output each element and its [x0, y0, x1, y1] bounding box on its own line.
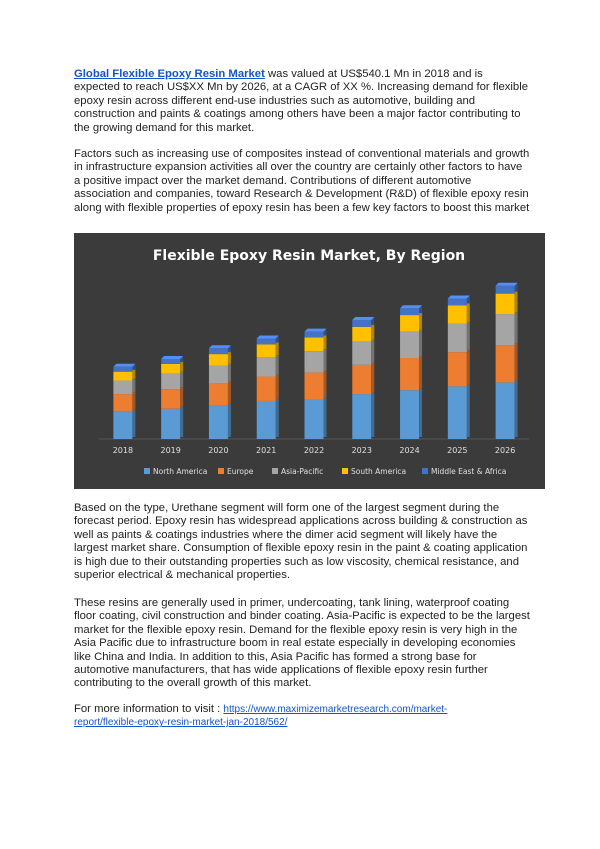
bar-2022-middle-east-africa	[305, 332, 324, 338]
bar-2021-middle-east-africa	[257, 338, 276, 344]
bar-side-2019-2	[180, 372, 183, 388]
bar-side-2025-0	[467, 384, 470, 437]
bar-2024-north-america	[400, 390, 419, 439]
bar-2025-north-america	[448, 386, 467, 439]
x-tick-label: 2026	[494, 446, 516, 455]
legend-swatch	[144, 468, 150, 474]
bar-cap-2022	[305, 329, 327, 332]
intro-text: was valued at US$540.1 Mn in 2018 and is expected to reach US$XX Mn by 2026, at a CAGR of XX %. Increasing demand for flexible epoxy resin across different end-use industries such as automotive, building and construction and paints & coatings among others have been a major factor contributing to the growing demand for this market.	[74, 68, 528, 134]
legend-label: Asia-Pacific	[281, 467, 324, 476]
bar-2019-middle-east-africa	[161, 359, 180, 364]
legend	[144, 467, 506, 476]
legend-label: Europe	[227, 467, 254, 476]
bar-side-2018-1	[132, 392, 135, 410]
bar-2020-north-america	[209, 406, 228, 439]
bar-cap-2020	[209, 345, 231, 348]
bar-side-2019-0	[180, 407, 183, 437]
bar-side-2018-0	[132, 410, 135, 437]
bar-2021-asia-pacific	[257, 357, 276, 377]
bar-cap-2018	[113, 364, 135, 367]
bar-side-2023-2	[371, 339, 374, 362]
bar-2021-north-america	[257, 401, 276, 439]
regional-market-chart	[74, 233, 545, 489]
bar-side-2020-3	[228, 352, 231, 364]
intro-paragraph	[74, 68, 530, 135]
bar-side-2022-1	[324, 371, 327, 397]
legend-label: South America	[351, 467, 407, 476]
bar-side-2025-1	[467, 350, 470, 384]
bar-side-2021-0	[276, 399, 279, 437]
chart-canvas	[74, 233, 545, 489]
market-report-link[interactable]: Global Flexible Epoxy Resin Market	[74, 68, 265, 80]
bar-2025-asia-pacific	[448, 324, 467, 352]
bar-side-2024-2	[419, 330, 422, 356]
source-url-link-part1[interactable]: https://www.maximizemarketresearch.com/market-	[223, 704, 448, 715]
bar-2020-south-america	[209, 354, 228, 366]
x-tick-label: 2022	[303, 446, 325, 455]
bar-cap-2026	[496, 283, 518, 286]
legend-label: Middle East & Africa	[431, 467, 507, 476]
bar-2025-south-america	[448, 305, 467, 324]
bar-2025-middle-east-africa	[448, 298, 467, 305]
bar-cap-2024	[400, 305, 422, 308]
bar-side-2026-3	[515, 292, 518, 312]
bar-2026-north-america	[496, 382, 515, 439]
bar-2024-asia-pacific	[400, 332, 419, 358]
bar-cap-2023	[352, 317, 374, 320]
bar-side-2025-2	[467, 322, 470, 350]
bar-2026-middle-east-africa	[496, 286, 515, 294]
bar-2019-asia-pacific	[161, 374, 180, 390]
x-tick-label: 2024	[399, 446, 420, 455]
type-segment-paragraph: Based on the type, Urethane segment will form one of the largest segment during the forecast period. Epoxy resin has widespread applications across building & construction as well as paints & coatings industries where the dimer acid segment will likely have the largest market share. Consumption of flexible epoxy resin in the paint & coating application is high due to their outstanding properties such as low viscosity, chemical resistance, and superior electrical & mechanical properties.	[74, 502, 528, 582]
bar-side-2023-0	[371, 392, 374, 437]
bar-cap-2019	[161, 356, 183, 359]
bar-side-2021-1	[276, 375, 279, 399]
chart-title: Flexible Epoxy Resin Market, By Region	[152, 248, 466, 264]
bar-side-2024-1	[419, 356, 422, 388]
bar-side-2021-3	[276, 342, 279, 355]
bar-2019-south-america	[161, 364, 180, 374]
x-tick-label: 2025	[447, 446, 468, 455]
bar-side-2019-3	[180, 362, 183, 372]
bar-side-2026-2	[515, 312, 518, 343]
bar-cap-2021	[257, 335, 279, 338]
bar-side-2026-0	[515, 380, 518, 437]
more-info-label: For more information to visit :	[74, 703, 224, 715]
bar-2022-europe	[305, 373, 324, 399]
x-tick-label: 2021	[256, 446, 277, 455]
bar-2023-north-america	[352, 394, 371, 439]
source-url-link-part2[interactable]: report/flexible-epoxy-resin-market-jan-2018/562/	[74, 717, 288, 729]
bar-side-2019-1	[180, 387, 183, 407]
bar-side-2018-2	[132, 378, 135, 392]
bar-side-2025-3	[467, 303, 470, 322]
bar-2024-middle-east-africa	[400, 308, 419, 315]
bar-2018-south-america	[113, 372, 132, 381]
bar-2023-asia-pacific	[352, 341, 371, 364]
bar-cap-2025	[448, 295, 470, 298]
bar-2018-north-america	[113, 412, 132, 439]
bar-2026-south-america	[496, 294, 515, 314]
bar-2021-europe	[257, 377, 276, 401]
bars-group	[113, 283, 517, 439]
x-tick-label: 2023	[351, 446, 372, 455]
bar-2024-south-america	[400, 315, 419, 332]
bar-side-2023-3	[371, 325, 374, 340]
bar-2021-south-america	[257, 344, 276, 357]
bar-side-2021-2	[276, 355, 279, 375]
bar-2020-asia-pacific	[209, 366, 228, 384]
legend-swatch	[218, 468, 224, 474]
bar-side-2026-1	[515, 343, 518, 380]
bar-2020-europe	[209, 383, 228, 405]
bar-2023-middle-east-africa	[352, 320, 371, 327]
bar-2022-asia-pacific	[305, 351, 324, 372]
bar-2018-middle-east-africa	[113, 367, 132, 372]
bar-side-2022-3	[324, 336, 327, 350]
bar-side-2022-2	[324, 349, 327, 370]
bar-2020-middle-east-africa	[209, 348, 228, 354]
bar-2022-north-america	[305, 399, 324, 439]
bar-2026-asia-pacific	[496, 314, 515, 345]
bar-2018-europe	[113, 394, 132, 412]
x-tick-label: 2020	[208, 446, 229, 455]
bar-2019-europe	[161, 389, 180, 409]
bar-side-2024-0	[419, 388, 422, 437]
factors-paragraph: Factors such as increasing use of composites instead of conventional materials and growth in infrastructure expansion activities all over the country are certainly other factors to have a positive impact over the market demand. Contributions of different automotive association and companies, toward Research & Development (R&D) of flexible epoxy resin along with flexible properties of epoxy resin has been a few key factors to boost this market	[74, 148, 530, 214]
bar-2026-europe	[496, 345, 515, 382]
x-ticks-group	[113, 446, 516, 455]
bar-side-2020-1	[228, 381, 231, 403]
x-tick-label: 2019	[160, 446, 181, 455]
bar-2018-asia-pacific	[113, 380, 132, 394]
more-info-paragraph	[74, 703, 530, 730]
bar-2022-south-america	[305, 338, 324, 352]
x-tick-label: 2018	[112, 446, 134, 455]
bar-side-2020-2	[228, 364, 231, 382]
article-body	[74, 68, 530, 215]
legend-swatch	[272, 468, 278, 474]
bar-2023-europe	[352, 365, 371, 394]
bar-side-2018-3	[132, 370, 135, 379]
legend-swatch	[422, 468, 428, 474]
bar-2024-europe	[400, 358, 419, 390]
bar-side-2024-3	[419, 313, 422, 330]
applications-paragraph: These resins are generally used in primer, undercoating, tank lining, waterproof coating floor coating, civil construction and binder coating. Asia-Pacific is expected to be the largest market for the flexible epoxy resin. Demand for the flexible epoxy resin is very high in the Asia Pacific due to infrastructure boom in real estate especially in developing economies like China and India. In addition to this, Asia Pacific has formed a strong base for automotive manufacturers, that has wide applications of flexible epoxy resin further contributing to the overall growth of this market.	[74, 597, 530, 690]
legend-label: North America	[153, 467, 208, 476]
bar-2025-europe	[448, 352, 467, 386]
bar-side-2022-0	[324, 397, 327, 437]
bar-2019-north-america	[161, 409, 180, 439]
legend-swatch	[342, 468, 348, 474]
bar-side-2020-0	[228, 404, 231, 437]
bar-side-2023-1	[371, 363, 374, 392]
bar-2023-south-america	[352, 327, 371, 342]
